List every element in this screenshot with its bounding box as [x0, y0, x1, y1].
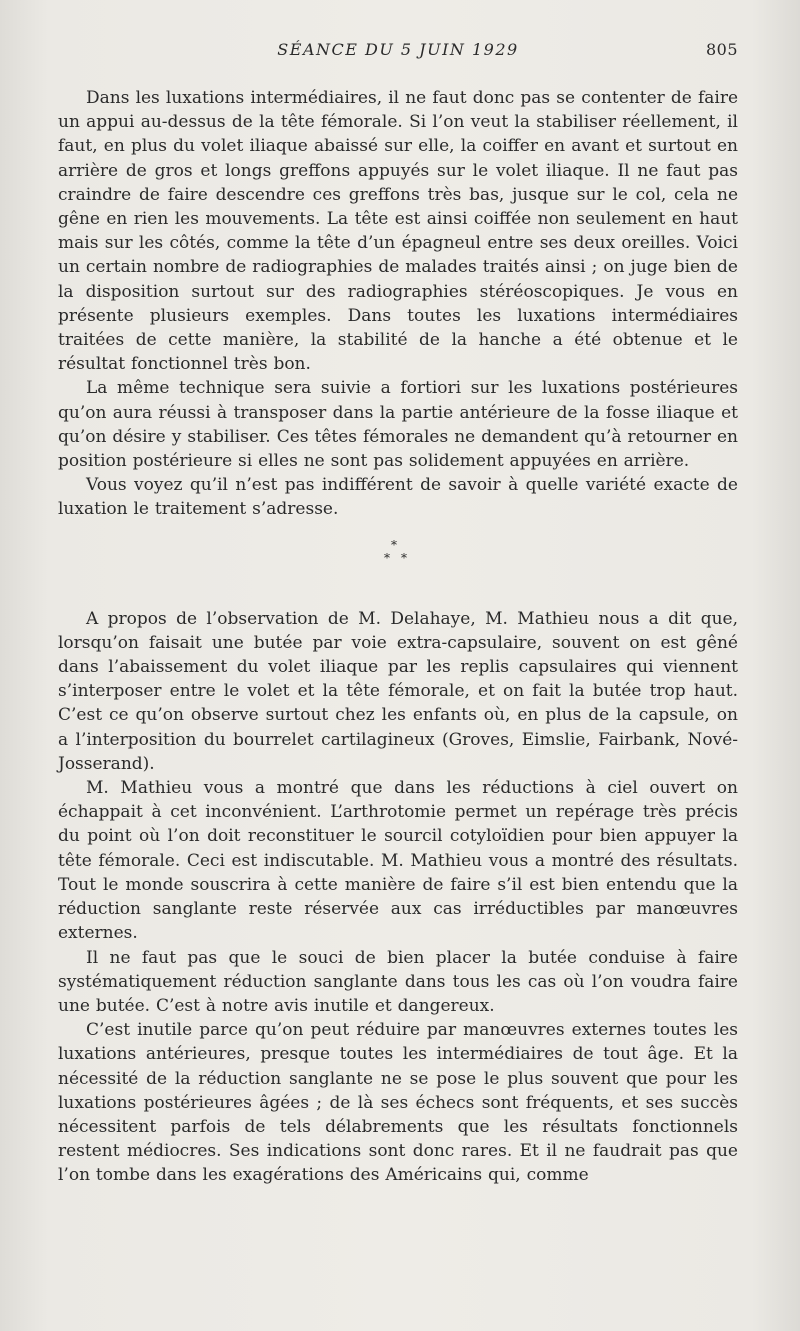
body-text — [58, 86, 738, 1188]
paragraph: Dans les luxations intermédiaires, il ne faut donc pas se contenter de faire un appui au-dessus de la tête fémorale. Si l’on veut la stabiliser réellement, il faut, en plus du volet iliaque abaissé sur elle, la coiffer en avant et surtout en arrière de gros et longs greffons appuyés sur le volet iliaque. Il ne faut pas craindre de faire descendre ces greffons très bas, jusque sur le col, cela ne gêne en rien les mouvements. La tête est ainsi coiffée non seulement en haut mais sur les côtés, comme la tête d’un épagneul entre ses deux oreilles. Voici un certain nombre de radiographies de malades traités ainsi ; on juge bien de la disposition surtout sur des radiographies stéréoscopiques. Je vous en présente plusieurs exemples. Dans toutes les luxations intermédiaires traitées de cette manière, la stabilité de la hanche a été obtenue et le résultat fonctionnel très bon. — [58, 88, 738, 375]
page-header — [58, 40, 738, 64]
paragraph: Vous voyez qu’il n’est pas indifférent de savoir à quelle variété exacte de luxation le traitement s’adresse. — [58, 475, 738, 520]
asterism-star: * — [391, 537, 397, 552]
asterism-star: * — [384, 550, 390, 565]
paragraph: Il ne faut pas que le souci de bien placer la butée conduise à faire systématiquement réduction sanglante dans tous les cas où l’on voudra faire une butée. C’est à notre avis inutile et dangereux. — [58, 947, 738, 1016]
paragraph: A propos de l’observation de M. Delahaye, M. Mathieu nous a dit que, lorsqu’on faisait une butée par voie extra-capsulaire, souvent on est gêné dans l’abaissement du volet iliaque par les replis capsulaires qui viennent s’interposer entre le volet et la tête fémorale, et on fait la butée trop haut. C’est ce qu’on observe surtout chez les enfants où, en plus de la capsule, on a l’interposition du bourrelet cartilagineux (Groves, Eimslie, Fairbank, Nové-Josserand). — [58, 608, 738, 774]
asterism-star: * — [401, 550, 407, 565]
running-title: SÉANCE DU 5 JUIN 1929 — [277, 40, 519, 59]
paragraph: La même technique sera suivie a fortiori sur les luxations postérieures qu’on aura réussi à transposer dans la partie antérieure de la fosse iliaque et qu’on désire y stabiliser. Ces têtes fémorales ne demandent qu’à retourner en position postérieure si elles ne sont pas solidement appuyées en arrière. — [58, 378, 738, 472]
paragraph: C’est inutile parce qu’on peut réduire par manœuvres externes toutes les luxations antérieures, presque toutes les intermédiaires de tout âge. Et la nécessité de la réduction sanglante ne se pose le plus souvent que pour les luxations postérieures âgées ; de là ses échecs sont fréquents, et ses succès nécessitent parfois de tels délabrements que les résultats fonctionnels restent médiocres. Ses indications sont donc rares. Et il ne faudrait pas que l’on tombe dans les exagérations des Américains qui, comme — [58, 1020, 738, 1186]
page-number: 805 — [705, 40, 738, 59]
paragraph: M. Mathieu vous a montré que dans les réductions à ciel ouvert on échappait à cet inconvénient. L’arthrotomie permet un repérage très précis du point où l’on doit reconstituer le sourcil cotyloïdien pour bien appuyer la tête fémorale. Ceci est indiscutable. M. Mathieu vous a montré des résultats. Tout le monde souscrira à cette manière de faire s’il est bien entendu que la réduction sanglante reste réservée aux cas irréductibles par manœuvres externes. — [58, 778, 738, 944]
section-break-asterism — [58, 522, 738, 607]
